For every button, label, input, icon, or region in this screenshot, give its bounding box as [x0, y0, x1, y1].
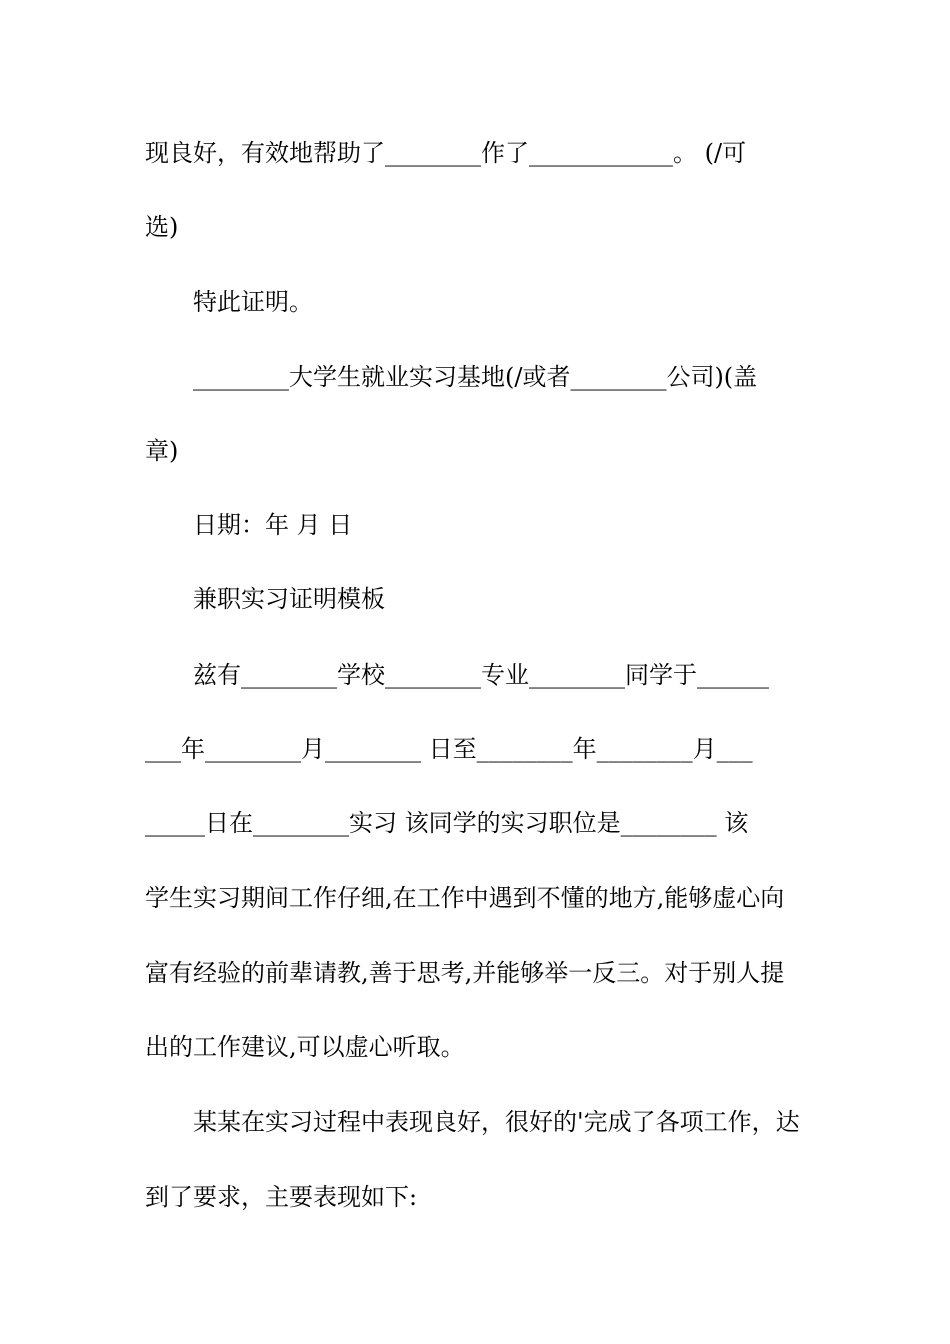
paragraph-line: 富有经验的前辈请教,善于思考,并能够举一反三。对于别人提	[145, 959, 785, 987]
paragraph-line: 特此证明。	[193, 288, 313, 316]
paragraph-line: 兹有________学校________专业________同学于______	[193, 661, 769, 689]
paragraph-line: 学生实习期间工作仔细,在工作中遇到不懂的地方,能够虚心向	[145, 884, 785, 912]
paragraph-line: _____日在________实习 该同学的实习职位是________ 该	[145, 809, 749, 837]
paragraph-line: 选)	[145, 213, 179, 241]
section-heading: 兼职实习证明模板	[193, 585, 385, 613]
date-line: 日期：年 月 日	[193, 511, 353, 539]
paragraph-line: 某某在实习过程中表现良好，很好的'完成了各项工作，达	[193, 1108, 800, 1136]
paragraph-line: ________大学生就业实习基地(/或者________公司)(盖	[193, 363, 758, 391]
paragraph-line: 出的工作建议,可以虚心听取。	[145, 1033, 465, 1061]
paragraph-line: 章)	[145, 437, 179, 465]
paragraph-line: 到了要求，主要表现如下:	[145, 1183, 418, 1211]
paragraph-line: ___年________月________ 日至________年________月___	[145, 735, 753, 763]
paragraph-line: 现良好，有效地帮助了________作了____________。 (/可	[145, 139, 747, 167]
